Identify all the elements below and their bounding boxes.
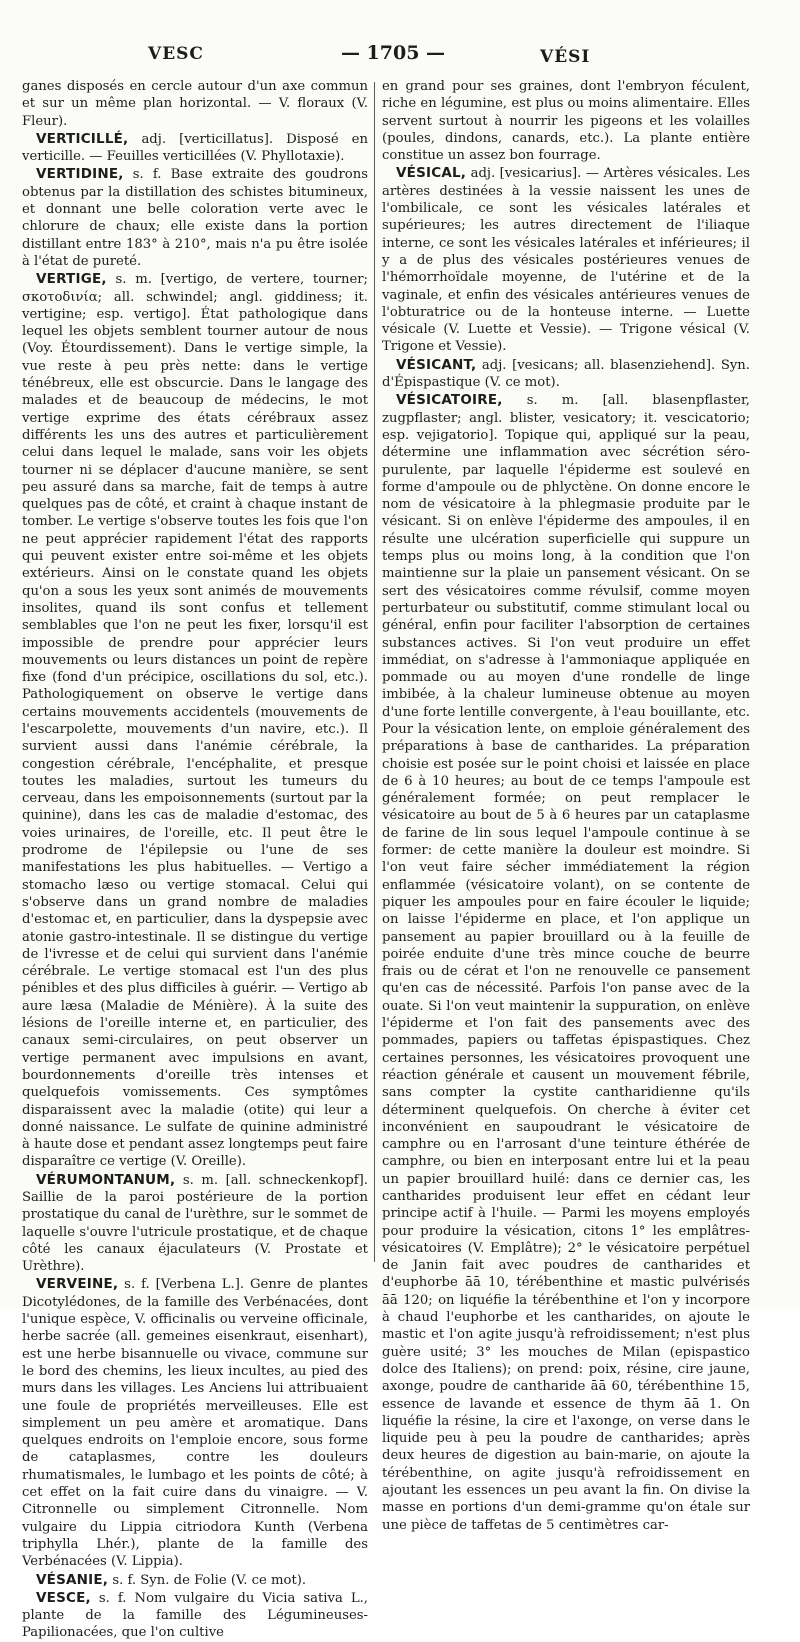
entry-headword: VÉSICAL, xyxy=(396,165,467,182)
entry-headword: VÉSICATOIRE, xyxy=(396,392,503,409)
dictionary-entry xyxy=(22,1572,368,1589)
entry-headword: VERTIGE, xyxy=(36,271,107,288)
entry-text: ganes disposés en cercle autour d'un axe commun et sur un même plan horizontal. — V. floraux (V. Fleur). xyxy=(22,79,368,129)
entry-headword: VÉSANIE, xyxy=(36,1571,109,1588)
entry-text: adj. [verticillatus]. Disposé en verticille. — Feuilles verticillées (V. Phyllotaxie). xyxy=(22,131,368,165)
entry-text: s. m. [vertigo, de vertere, tourner; σκοτοδινία; all. schwindel; angl. giddiness; it. vertigine; esp. vertigo]. État pathologique dans lequel les objets semblent tourner autour de nous (Voy. Étourdissement). Dans le vertige simple, la vue reste à peu près nette: dans le vertige ténébreux, elle est obscurcie. Dans le langage des malades et de beaucoup de médecins, le mot vertige exprime des états cérébraux assez différents les uns des autres et particulièrement celui dans lequel le malade, sans voir les objets tourner ni se déplacer d'aucune manière, se sent peu assuré dans sa marche, fait de temps à autre quelques pas de côté, et craint à chaque instant de tomber. Le vertige s'observe toutes les fois que l'on ne peut apprécier rapidement l'état des rapports qui peuvent exister entre soi-même et les objets extérieurs. Ainsi on le constate quand les objets qu'on a sous les yeux sont animés de mouvements insolites, quand ils sont confus et tellement semblables que l'on ne peut les fixer, lorsqu'il est impossible de prendre pour apprécier leurs mouvements ou leurs distances un point de repère fixe (fond d'un précipice, oscillations du sol, etc.). Pathologiquement on observe le vertige dans certains mouvements accidentels (mouvements de l'escarpolette, mouvements d'un navire, etc.). Il survient aussi dans l'anémie cérébrale, la congestion cérébrale, l'encéphalite, et presque toutes les maladies, surtout les tumeurs du cerveau, dans les empoisonnements (surtout par la quinine), dans les cas de maladie d'estomac, des voies urinaires, de l'oreille, etc. Il peut être le prodrome de l'épilepsie ou l'une de ses manifestations les plus habituelles. — Vertigo a stomacho læso ou vertige stomacal. Celui qui s'observe dans un grand nombre de maladies d'estomac et, en particulier, dans la dyspepsie avec atonie gastro-intestinale. Il se distingue du vertige de l'ivresse et de celui qui survient dans l'anémie cérébrale. Le vertige stomacal est l'un des plus pénibles et des plus difficiles à guérir. — Vertigo ab aure læsa (Maladie de Ménière). À la suite des lésions de l'oreille interne et, en particulier, des canaux semi-circulaires, on peut observer un vertige permanent avec impulsions en avant, bourdonnements d'oreille très intenses et quelquefois vomissements. Ces symptômes disparaissent avec la maladie (otite) qui leur a donné naissance. Le sulfate de quinine administré à haute dose et pendant assez longtemps peut faire disparaître ce vertige (V. Oreille). xyxy=(22,272,368,1170)
header-left-guideword: VESC xyxy=(148,44,204,64)
running-header xyxy=(0,38,800,72)
entry-text: en grand pour ses graines, dont l'embryon féculent, riche en légumine, est plus ou moins alimentaire. Elles servent surtout à nourrir les pigeons et les volailles (poules, dindons, canards, etc.). La plante entière constitue un assez bon fourrage. xyxy=(382,79,750,164)
entry-text: adj. [vesicarius]. — Artères vésicales. Les artères destinées à la vessie naissent les unes de l'ombilicale, ce sont les vésicales latérales et supérieures; les autres directement de l'iliaque interne, ce sont les vésicales latérales et inférieures; il y a de plus des vésicales postérieures venues de l'hémorrhoïdale moyenne, de l'utérine et de la vaginale, et enfin des vésicales antérieures venues de l'obturatrice ou de la honteuse interne. — Luette vésicale (V. Luette et Vessie). — Trigone vésical (V. Trigone et Vessie). xyxy=(382,166,750,355)
entry-headword: VERTICILLÉ, xyxy=(36,130,129,147)
header-right-guideword: VÉSI xyxy=(540,47,591,67)
entry-text: s. m. [all. blasenpflaster, zugpflaster; angl. blister, vesicatory; it. vescicatorio; esp. vejigatorio]. Topique qui, appliqué sur la peau, détermine une inflammation avec sécrétion séro-purulente, par laquelle l'épiderme est soulevé en forme d'ampoule ou de phlyctène. On donne encore le nom de vésicatoire à la phlegmasie produite par le vésicant. Si on enlève l'épiderme des ampoules, il en résulte une ulcération superficielle qui suppure un temps plus ou moins long, à la condition que l'on maintienne sur la plaie un pansement vésicant. On se sert des vésicatoires comme révulsif, comme moyen perturbateur ou substitutif, comme stimulant local ou général, enfin pour faciliter l'absorption de certaines substances actives. Si l'on veut produire un effet immédiat, on s'adresse à l'ammoniaque appliquée en pommade ou au moyen d'une rondelle de linge imbibée, à la chaleur lumineuse obtenue au moyen d'une forte lentille convergente, à l'eau bouillante, etc. Pour la vésication lente, on emploie généralement des préparations à base de cantharides. La préparation choisie est posée sur le point choisi et laissée en place de 6 à 10 heures; au bout de ce temps l'ampoule est généralement formée; on peut remplacer le vésicatoire au bout de 5 à 6 heures par un cataplasme de farine de lin sous lequel l'ampoule continue à se former: de cette manière la douleur est moindre. Si l'on veut faire sécher immédiatement la région enflammée (vésicatoire volant), on se contente de piquer les ampoules pour en faire écouler le liquide; on laisse l'épiderme en place, et l'on applique un pansement au papier brouillard ou à la feuille de poirée enduite d'une très mince couche de beurre frais ou de cérat et l'on ne renouvelle ce pansement qu'en cas de nécessité. Parfois l'on panse avec de la ouate. Si l'on veut maintenir la suppuration, on enlève l'épiderme et l'on fait des pansements avec des pommades, papiers ou taffetas épispastiques. Chez certaines personnes, les vésicatoires provoquent une réaction générale et causent un mouvement fébrile, sans compter la cystite cantharidienne qu'ils déterminent quelquefois. On cherche à éviter cet inconvénient en saupoudrant le vésicatoire de camphre ou en l'arrosant d'une teinture éthérée de camphre, ou bien en interposant entre lui et la peau un papier brouillard huilé: dans ce dernier cas, les cantharides produisent leur effet en cédant leur principe actif à l'huile. — Parmi les moyens employés pour produire la vésication, citons 1° les emplâtres-vésicatoires (V. Emplâtre); 2° le vésicatoire perpétuel de Janin fait avec poudres de cantharides et d'euphorbe āā 10, térébenthine et mastic pulvérisés āā 120; on liquéfie la térébenthine et l'on y incorpore à chaud l'euphorbe et les cantharides, on ajoute le mastic et l'on agite jusqu'à refroidissement; n'est plus guère usité; 3° les mouches de Milan (epispastico dolce des Italiens); on prend: poix, résine, cire jaune, axonge, poudre de cantharide āā 60, térébenthine 15, essence de lavande et essence de thym āā 1. On liquéfie la résine, la cire et l'axonge, on verse dans le liquide peu à peu la poudre de cantharides; après deux heures de digestion au bain-marie, on ajoute la térébenthine, on agite jusqu'à refroidissement en ajoutant les essences un peu avant la fin. On divise la masse en portions d'un demi-gramme qu'on étale sur une pièce de taffetas de 5 centimètres car- xyxy=(382,393,750,1533)
entry-text: s. f. Nom vulgaire du Vicia sativa L., plante de la famille des Légumineuses-Papilionacées, que l'on cultive xyxy=(22,1590,368,1641)
entry-text: s. m. [all. schneckenkopf]. Saillie de la paroi postérieure de la portion prostatique du canal de l'urèthre, sur le sommet de laquelle s'ouvre l'utricule prostatique, et de chaque côté les canaux éjaculateurs (V. Prostate et Urèthre). xyxy=(22,1172,368,1275)
dictionary-entry xyxy=(22,166,368,270)
entry-continuation xyxy=(22,78,368,130)
dictionary-entry xyxy=(22,271,368,1170)
entry-text: s. f. [Verbena L.]. Genre de plantes Dicotylédones, de la famille des Verbénacées, dont l'unique espèce, V. officinalis ou verveine officinale, herbe sacrée (all. gemeines eisenkraut, eisenhart), est une herbe bisannuelle ou vivace, commune sur le bord des chemins, les lieux incultes, au pied des murs dans les villages. Les Anciens lui attribuaient une foule de propriétés merveilleuses. Elle est simplement un peu amère et aromatique. Dans quelques endroits on l'emploie encore, sous forme de cataplasmes, contre les douleurs rhumatismales, le lumbago et les points de côté; à cet effet on la fait cuire dans du vinaigre. — V. Citronnelle ou simplement Citronnelle. Nom vulgaire du Lippia citriodora Kunth (Verbena triphylla Lhér.), plante de la famille des Verbénacées (V. Lippia). xyxy=(22,1277,368,1570)
entry-headword: VERVEINE, xyxy=(36,1276,119,1293)
right-column xyxy=(382,78,750,1533)
entry-headword: VÉRUMONTANUM, xyxy=(36,1171,176,1188)
entry-headword: VESCE, xyxy=(36,1589,91,1606)
entry-headword: VERTIDINE, xyxy=(36,166,124,183)
entry-text: adj. [vesicans; all. blasenziehend]. Syn. d'Épispastique (V. ce mot). xyxy=(382,357,750,391)
entry-text: s. f. Base extraite des goudrons obtenus par la distillation des schistes bitumineux, et donnant une belle coloration verte avec le chlorure de chaux; elle existe dans la portion distillant entre 183° à 210°, mais n'a pu être isolée à l'état de pureté. xyxy=(22,167,368,269)
dictionary-entry xyxy=(22,131,368,166)
dictionary-entry xyxy=(22,1590,368,1642)
dictionary-entry xyxy=(382,392,750,1534)
page-number: — 1705 — xyxy=(340,42,446,64)
dictionary-entry xyxy=(22,1276,368,1570)
entry-text: s. f. Syn. de Folie (V. ce mot). xyxy=(112,1572,307,1588)
dictionary-entry xyxy=(22,1172,368,1276)
left-column xyxy=(22,78,368,1641)
entry-continuation xyxy=(382,78,750,164)
column-divider xyxy=(374,82,375,1262)
dictionary-entry xyxy=(382,357,750,392)
dictionary-entry xyxy=(382,165,750,355)
entry-headword: VÉSICANT, xyxy=(396,356,477,373)
